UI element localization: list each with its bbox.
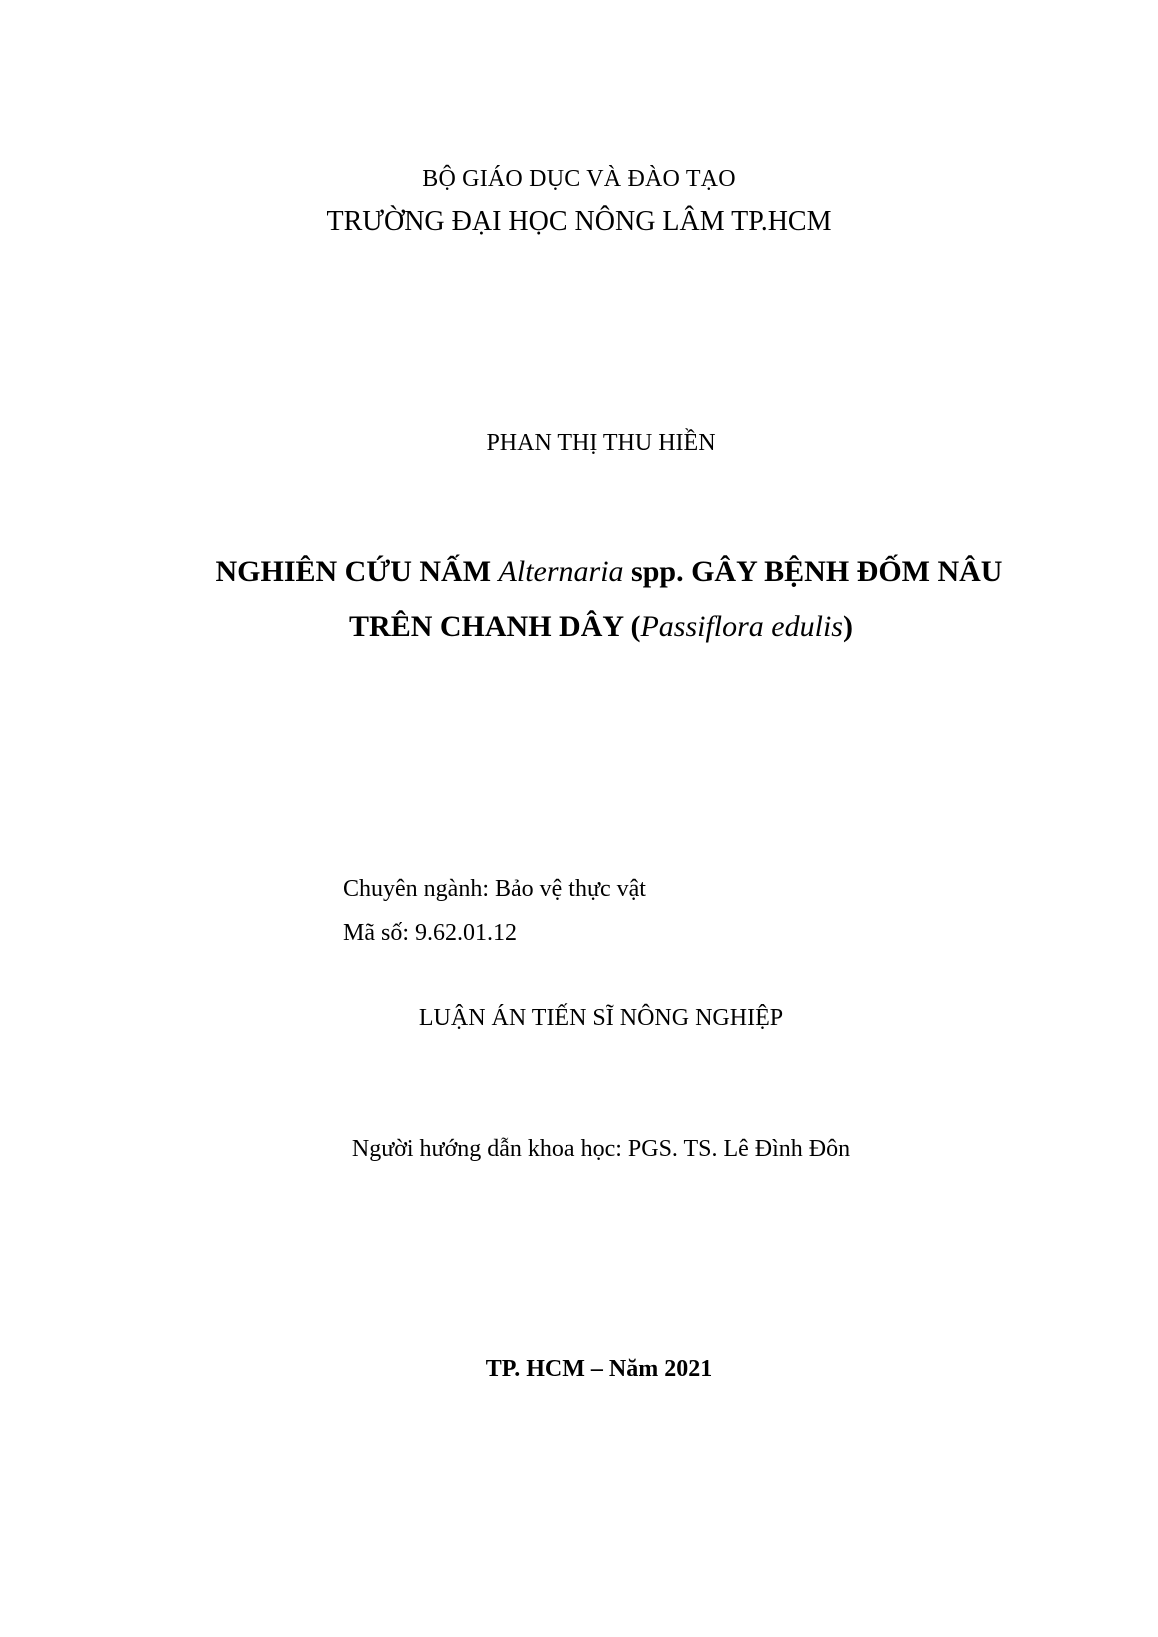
title-line-1-text-b: spp. GÂY BỆNH ĐỐM NÂU <box>623 555 1003 588</box>
advisor-name: Người hướng dẫn khoa học: PGS. TS. Lê Đình Đôn <box>351 1136 851 1162</box>
degree-type: LUẬN ÁN TIẾN SĨ NÔNG NGHIỆP <box>418 1005 784 1031</box>
thesis-title-line-1 <box>30 555 1158 589</box>
thesis-title-line-2 <box>22 610 1158 644</box>
title-genus-italic: Alternaria <box>498 555 624 588</box>
ministry-name: BỘ GIÁO DỤC VÀ ĐÀO TẠO <box>422 166 736 192</box>
university-name: TRƯỜNG ĐẠI HỌC NÔNG LÂM TP.HCM <box>326 206 832 237</box>
title-line-1-text-a: NGHIÊN CỨU NẤM <box>215 555 499 588</box>
title-line-2-text-b: ) <box>842 610 853 643</box>
author-name: PHAN THỊ THU HIỀN <box>486 430 716 456</box>
place-and-year: TP. HCM – Năm 2021 <box>485 1356 713 1382</box>
major-code: Mã số: 9.62.01.12 <box>343 920 517 946</box>
title-species-italic: Passiflora edulis <box>640 610 843 643</box>
major-label: Chuyên ngành: Bảo vệ thực vật <box>343 876 646 902</box>
title-line-2-text-a: TRÊN CHANH DÂY ( <box>349 610 641 643</box>
